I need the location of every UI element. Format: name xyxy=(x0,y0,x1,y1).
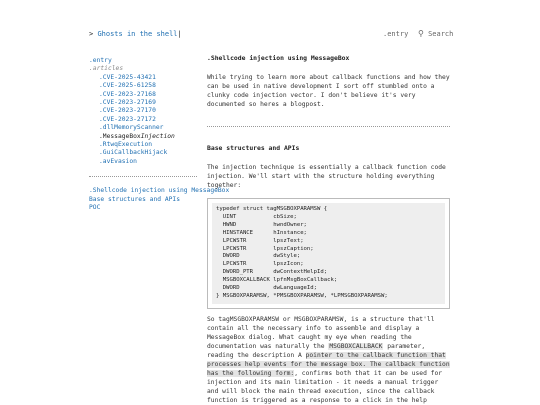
sidebar xyxy=(89,57,230,213)
current-prefix: .MessageBox xyxy=(99,132,141,140)
sidebar-item-article[interactable]: .CVE-2023-27172 xyxy=(99,115,156,123)
article-intro: While trying to learn more about callback functions and how they can be used in native development I sort off stumbled onto a clunky code injection vector. I don't believe it's very documented so heres a blogpost. xyxy=(207,74,450,108)
current-suffix: Injection xyxy=(140,132,175,140)
article-content xyxy=(207,54,450,405)
section-heading: Base structures and APIs xyxy=(207,144,300,152)
sidebar-item-article[interactable]: .dllMemoryScanner xyxy=(99,124,164,132)
body-text: parameter, reading the description A xyxy=(207,342,426,359)
article-body xyxy=(207,315,450,405)
body-text: , confirms both that it can be used for injection and its main limitation - it needs a manual trigger and will block the main thread execution, since the callback function is triggered as a response to a click in the help xyxy=(207,369,443,404)
body-text: So tagMSGBOXPARAMSW or MSGBOXPARAMSW, is a structure that'll contain all the necessary info to assemble and display a MessageBox dialog. What caught my eye when reading the documentation was naturally the xyxy=(207,315,435,350)
sidebar-item-entry[interactable]: .entry xyxy=(89,57,112,64)
code-block xyxy=(207,198,450,309)
article-title: .Shellcode injection using MessageBox xyxy=(207,54,350,62)
toc-item[interactable]: POC xyxy=(89,204,101,212)
sidebar-item-current[interactable] xyxy=(89,133,199,141)
section-divider xyxy=(207,126,450,127)
inline-code: MSGBOXCALLBACK xyxy=(329,342,383,350)
prompt-symbol: > xyxy=(89,30,94,38)
sidebar-item-article[interactable]: .CVE-2023-27168 xyxy=(99,90,156,98)
site-brand-link[interactable] xyxy=(89,30,182,38)
sidebar-item-article[interactable]: .avEvasion xyxy=(99,157,137,165)
quoted-highlight: pointer to the callback function that processes help events for the message box. The callback function has the following form: xyxy=(207,351,450,377)
search-icon: ⚲ xyxy=(418,29,424,38)
sidebar-divider xyxy=(89,176,197,177)
sidebar-item-article[interactable]: .RtwqExecution xyxy=(99,141,153,149)
nav-entry-link[interactable]: .entry xyxy=(383,30,409,38)
site-name: Ghosts in the shell xyxy=(97,30,178,38)
sidebar-item-article[interactable]: .CVE-2023-27170 xyxy=(99,107,156,115)
sidebar-category-articles: .articles xyxy=(89,65,124,73)
nav-search-label: Search xyxy=(428,30,454,38)
sidebar-item-article[interactable]: .GuiCallbackHijack xyxy=(99,149,168,157)
sidebar-item-article[interactable]: .CVE-2023-27169 xyxy=(99,99,156,107)
toc-item[interactable]: .Shellcode injection using MessageBox xyxy=(89,187,230,195)
text-cursor: | xyxy=(177,30,182,38)
section-intro: The injection technique is essentially a callback function code injection. We'll start with the structure holding everything together: xyxy=(207,164,446,189)
nav-search-link[interactable] xyxy=(418,30,453,38)
sidebar-item-article[interactable]: .CVE-2025-43421 xyxy=(99,73,156,81)
toc-item[interactable]: Base structures and APIs xyxy=(89,195,180,203)
site-header xyxy=(89,28,454,42)
code-content[interactable]: typedef struct tagMSGBOXPARAMSW { UINT cbSize; HWND hwndOwner; HINSTANCE hInstance; LPCWSTR lpszText; LPCWSTR lpszCaption; DWORD dwStyle; LPCWSTR lpszIcon; DWORD_PTR dwContextHelpId; MSGBOXCALLBACK lpfnMsgBoxCallback; DWORD dwLanguageId; } MSGBOXPARAMSW, *PMSGBOXPARAMSW, *LPMSGBOXPARAMSW; xyxy=(212,203,445,304)
sidebar-item-article[interactable]: .CVE-2025-61258 xyxy=(99,82,156,90)
